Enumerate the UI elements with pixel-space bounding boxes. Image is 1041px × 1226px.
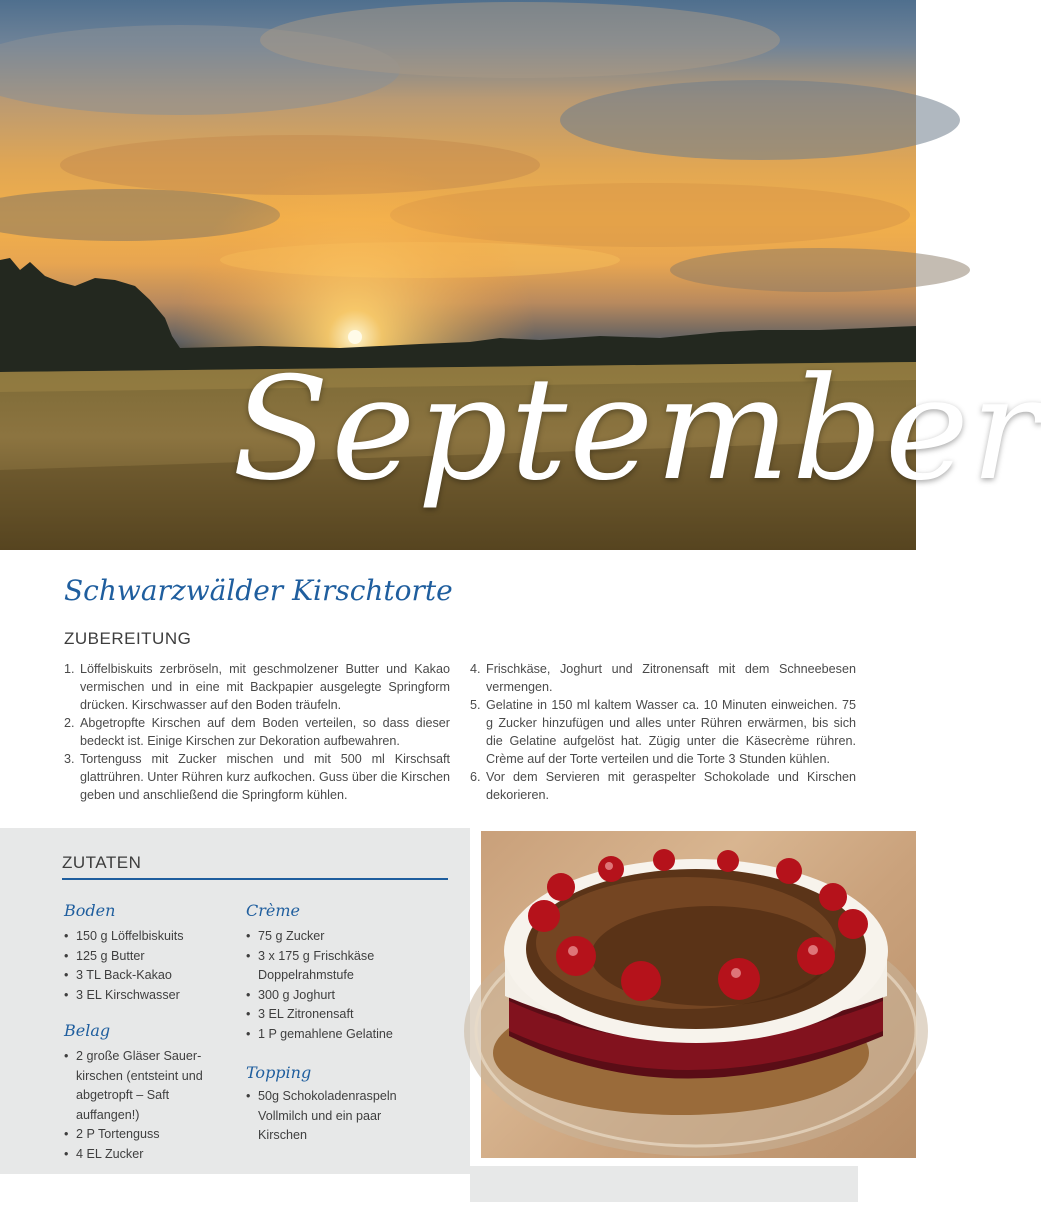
list-item: • 3 EL Zitronensaft	[246, 1005, 421, 1025]
preparation-steps-left	[64, 660, 450, 804]
step-item	[470, 660, 856, 696]
step-text: Tortenguss mit Zucker mischen und mit 500 ml Kirschsaft glattrühren. Unter Rühren kurz aufkochen. Guss über die Kirschen geben und anschließend die Springform kühlen.	[80, 752, 450, 802]
topping-title: Topping	[246, 1063, 312, 1082]
list-item: • 1 P gemahlene Gelatine	[246, 1025, 421, 1045]
panel-strip	[470, 1166, 858, 1202]
cake-photo	[481, 831, 916, 1158]
ingredients-divider	[62, 878, 448, 880]
boden-list	[64, 927, 234, 1005]
preparation-heading: ZUBEREITUNG	[64, 629, 192, 648]
list-item: • 3 x 175 g Frischkäse Doppelrahmstufe	[246, 947, 421, 986]
boden-title: Boden	[64, 901, 116, 920]
step-text: Vor dem Servieren mit geraspelter Schokolade und Kirschen dekorieren.	[486, 770, 856, 802]
step-item	[64, 750, 450, 804]
list-item: • 4 EL Zucker	[64, 1145, 224, 1165]
list-item: • 50g Schokoladenraspeln Vollmilch und ein paar Kirschen	[246, 1087, 416, 1146]
step-number: 6.	[470, 770, 481, 784]
step-item	[64, 660, 450, 714]
step-item	[64, 714, 450, 750]
list-item: • 2 P Tortenguss	[64, 1125, 224, 1145]
list-item: • 3 EL Kirschwasser	[64, 986, 234, 1006]
creme-title: Crème	[246, 901, 300, 920]
cake-illustration	[481, 831, 916, 1158]
step-text: Löffelbiskuits zerbröseln, mit geschmolzener Butter und Kakao vermischen und in eine mit Backpapier ausgelegte Springform drücken. Kirschwasser auf den Boden träufeln.	[80, 662, 450, 712]
list-item: • 2 große Gläser Sauer-kirschen (entsteint und abgetropft – Saft auffangen!)	[64, 1047, 224, 1125]
step-text: Frischkäse, Joghurt und Zitronensaft mit dem Schneebesen vermengen.	[486, 662, 856, 694]
month-title: September	[232, 347, 1041, 512]
step-text: Abgetropfte Kirschen auf dem Boden verteilen, so dass dieser bedeckt ist. Einige Kirschen zur Dekoration aufbewahren.	[80, 716, 450, 748]
step-item	[470, 696, 856, 768]
step-item	[470, 768, 856, 804]
recipe-title: Schwarzwälder Kirschtorte	[64, 574, 453, 607]
step-number: 3.	[64, 752, 75, 766]
creme-list	[246, 927, 421, 1045]
step-number: 4.	[470, 662, 481, 676]
list-item: • 3 TL Back-Kakao	[64, 966, 234, 986]
step-number: 5.	[470, 698, 481, 712]
preparation-steps-right	[470, 660, 856, 804]
list-item: • 300 g Joghurt	[246, 986, 421, 1006]
belag-title: Belag	[64, 1021, 111, 1040]
list-item: • 150 g Löffelbiskuits	[64, 927, 234, 947]
ingredients-heading: ZUTATEN	[62, 853, 142, 872]
belag-list	[64, 1047, 224, 1165]
list-item: • 75 g Zucker	[246, 927, 421, 947]
step-number: 1.	[64, 662, 75, 676]
step-number: 2.	[64, 716, 75, 730]
topping-list	[246, 1087, 416, 1146]
step-text: Gelatine in 150 ml kaltem Wasser ca. 10 Minuten einweichen. 75 g Zucker hinzufügen und alles unter Rühren erwärmen, bis sich die Gelatine aufgelöst hat. Zügig unter die Käsecrème rühren. Crème auf der Torte verteilen und die Torte 3 Stunden kühlen.	[486, 698, 856, 766]
list-item: • 125 g Butter	[64, 947, 234, 967]
hero-photo	[0, 0, 1041, 550]
